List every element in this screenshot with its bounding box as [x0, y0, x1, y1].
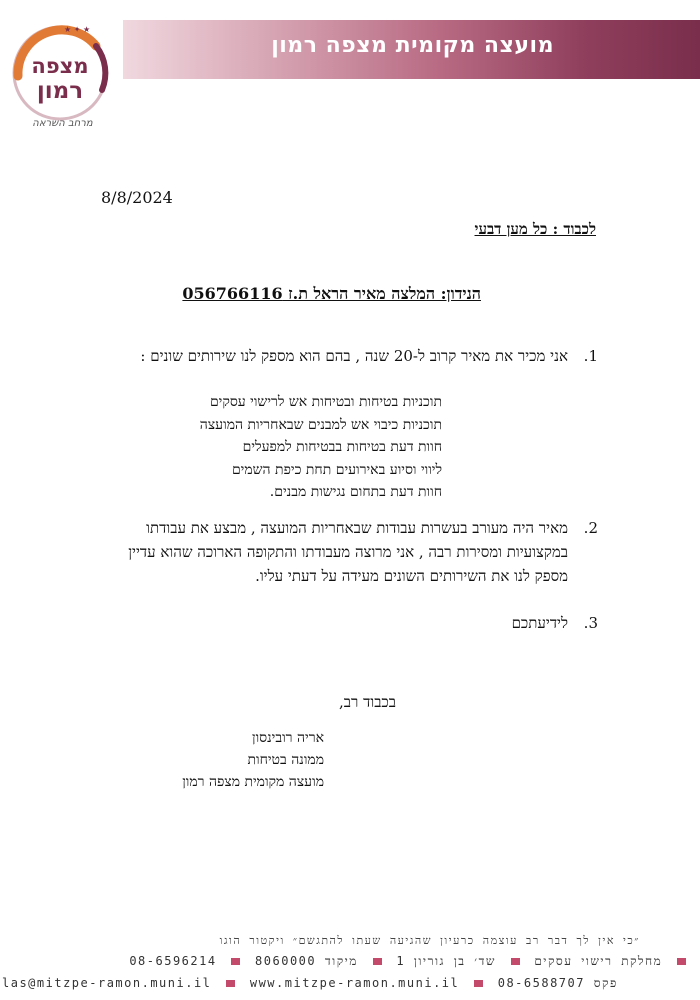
- item-text-line: מאיר היה מעורב בעשרות עבודות שבאחריות המועצה , מבצע את עבודתו: [146, 519, 568, 537]
- item-text-line: לידיעתכם: [511, 614, 568, 632]
- letter-closing: בכבוד רב,: [339, 693, 396, 711]
- service-item: תוכניות בטיחות ובטיחות אש לרישוי עסקים: [209, 394, 442, 410]
- letter-subject: הנידון: המלצה מאיר הראל ת.ז 056766116: [182, 284, 481, 303]
- item-number: 2.: [583, 519, 598, 537]
- services-list: [200, 391, 442, 504]
- bullet-square-icon: [231, 958, 240, 965]
- item-text-line: במקצועיות ומסירות רבה , אני מרוצה מעבודתו והתקופה הארוכה שהוא עדיין: [128, 543, 568, 561]
- bullet-square-icon: [677, 958, 686, 965]
- signature-block: [182, 727, 324, 793]
- bullet-square-icon: [474, 980, 483, 987]
- letter-date: 8/8/2024: [101, 188, 173, 207]
- footer-fax: 08-6588707 פקס: [497, 976, 618, 990]
- svg-text:★ ✦ ★: ★ ✦ ★: [64, 25, 91, 34]
- footer-department: מחלקת רישוי עסקים: [534, 954, 663, 968]
- item-number: 3.: [583, 614, 598, 632]
- item-number: 1.: [583, 347, 598, 365]
- service-item: חוות דעת בטיחות בבטיחות למפעלים: [242, 439, 442, 455]
- logo-word-ramon: רמון: [36, 78, 84, 104]
- signer-title: ממונה בטיחות: [247, 752, 324, 768]
- logo-tagline: מרחב השראה: [32, 118, 93, 129]
- bullet-square-icon: [511, 958, 520, 965]
- bullet-square-icon: [373, 958, 382, 965]
- logo-word-mitzpe: מצפה: [31, 54, 89, 78]
- council-logo: [0, 18, 125, 136]
- footer-web-row: [2, 976, 618, 991]
- signer-organization: מועצה מקומית מצפה רמון: [182, 774, 324, 790]
- item-text-line: אני מכיר את מאיר קרוב ל-20 שנה , בהם הוא מספק לנו שירותים שונים :: [140, 347, 568, 365]
- service-item: ליווי וסיוע באירועים תחת כיפת השמים: [231, 461, 442, 478]
- letter-addressee: לכבוד : כל מען דבעי: [474, 220, 596, 238]
- footer-quote: ״כי אין לך דבר רב עוצמה כרעיון שהגיעה שעתו להתגשם״ ויקטור הוגו: [219, 934, 640, 947]
- service-item: תוכניות כיבוי אש למבנים שבאחריות המועצה: [199, 416, 442, 433]
- footer-contact-row: [129, 954, 692, 969]
- service-item: חוות דעת בתחום נגישות מבנים.: [269, 484, 442, 500]
- footer-email[interactable]: las@mitzpe-ramon.muni.il: [2, 976, 212, 990]
- item-text-line: מספק לנו את השירותים השונים מעידה על דעתי עליו.: [255, 567, 568, 585]
- signer-name: אריה רובינסון: [252, 730, 324, 746]
- footer-website[interactable]: www.mitzpe-ramon.muni.il: [249, 976, 460, 990]
- footer-address: שד׳ בן גוריון 1: [396, 954, 496, 968]
- footer-zip: מיקוד 8060000: [255, 954, 358, 968]
- council-name-title: מועצה מקומית מצפה רמון: [271, 33, 554, 58]
- bullet-square-icon: [226, 980, 235, 987]
- footer-phone: 08-6596214: [129, 954, 217, 968]
